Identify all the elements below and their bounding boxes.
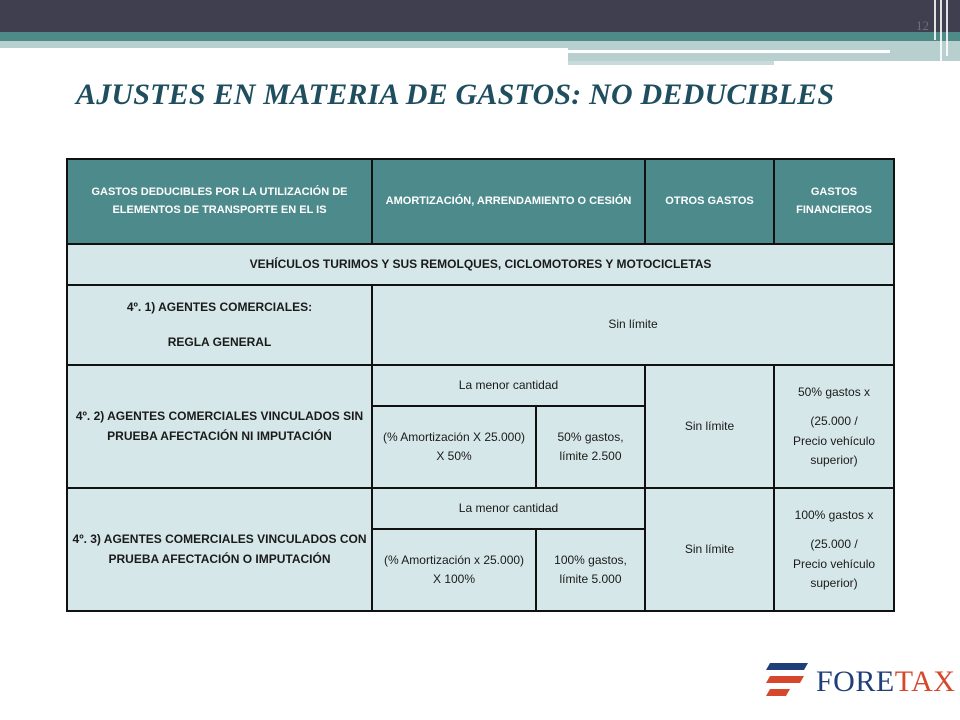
row3-label-cell: 4º. 3) AGENTES COMERCIALES VINCULADOS CON PRUEBA AFECTACIÓN O IMPUTACIÓN xyxy=(67,488,372,611)
logo-text-fore: FORE xyxy=(816,665,895,698)
foretax-logo xyxy=(764,661,956,701)
row1-value-cell: Sin límite xyxy=(372,285,894,365)
row2-gastos-line2: límite 2.500 xyxy=(559,449,622,463)
row3-gastos-line1: 100% gastos, xyxy=(554,552,627,567)
slide-title: AJUSTES EN MATERIA DE GASTOS: NO DEDUCIBLES xyxy=(76,78,835,111)
corner-line xyxy=(934,0,936,40)
row2-amort-line2: X 50% xyxy=(436,449,472,463)
header-cell-financial-expenses: GASTOS FINANCIEROS xyxy=(774,159,894,244)
foretax-logo-text xyxy=(816,665,955,699)
table-row xyxy=(67,488,894,529)
row1-label-cell xyxy=(67,285,372,365)
row2-fin-line1: 50% gastos x xyxy=(797,385,871,400)
row3-fin-line3: Precio vehículo xyxy=(792,556,876,571)
corner-line xyxy=(940,0,942,64)
header-cell-amortization: AMORTIZACIÓN, ARRENDAMIENTO O CESIÓN xyxy=(372,159,645,244)
table-row xyxy=(67,285,894,365)
row3-amortization-cell xyxy=(372,529,536,611)
top-dark-bar xyxy=(0,0,960,32)
row3-financial-cell xyxy=(774,488,894,611)
header-cell-transport-expenses: GASTOS DEDUCIBLES POR LA UTILIZACIÓN DE ELEMENTOS DE TRANSPORTE EN EL IS xyxy=(67,159,372,244)
table-row xyxy=(67,365,894,406)
row3-gastos-line2: límite 5.000 xyxy=(559,572,622,586)
row3-fin-line2: (25.000 / xyxy=(810,537,858,552)
row2-gastos-cell xyxy=(536,406,645,488)
table-header-row xyxy=(67,159,894,244)
top-white-stripe xyxy=(568,50,890,53)
top-light-bar-left xyxy=(0,41,568,48)
row3-fin-line4: superior) xyxy=(810,575,858,590)
table-row xyxy=(67,244,894,285)
row3-fin-line1: 100% gastos x xyxy=(794,508,874,523)
row3-other-expenses-cell: Sin límite xyxy=(645,488,774,611)
row2-fin-line2: (25.000 / xyxy=(810,414,858,429)
row2-fin-line3: Precio vehículo xyxy=(792,433,876,448)
page-number: 12 xyxy=(916,18,929,33)
row2-menor-cell: La menor cantidad xyxy=(372,365,645,406)
row2-other-expenses-cell: Sin límite xyxy=(645,365,774,488)
row2-financial-cell xyxy=(774,365,894,488)
row3-gastos-cell xyxy=(536,529,645,611)
corner-line xyxy=(946,0,948,56)
row3-menor-cell: La menor cantidad xyxy=(372,488,645,529)
row2-label-cell: 4º. 2) AGENTES COMERCIALES VINCULADOS SIN PRUEBA AFECTACIÓN NI IMPUTACIÓN xyxy=(67,365,372,488)
logo-text-tax: TAX xyxy=(894,665,956,698)
row3-amort-line2: X 100% xyxy=(432,572,476,586)
row3-amort-line1: (% Amortización x 25.000) xyxy=(383,552,525,567)
row2-fin-line4: superior) xyxy=(810,452,858,467)
row2-amort-line1: (% Amortización X 25.000) xyxy=(382,429,526,444)
section-title-cell: VEHÍCULOS TURIMOS Y SUS REMOLQUES, CICLOMOTORES Y MOTOCICLETAS xyxy=(67,244,894,285)
foretax-logo-icon xyxy=(764,661,814,701)
row1-label-line1: 4º. 1) AGENTES COMERCIALES: xyxy=(126,299,313,314)
top-light-bar-lower xyxy=(568,61,774,65)
row1-label-line2: REGLA GENERAL xyxy=(167,335,272,349)
expenses-table xyxy=(66,158,895,612)
header-cell-other-expenses: OTROS GASTOS xyxy=(645,159,774,244)
row2-amortization-cell xyxy=(372,406,536,488)
top-teal-bar xyxy=(0,32,960,41)
row2-gastos-line1: 50% gastos, xyxy=(557,429,624,444)
